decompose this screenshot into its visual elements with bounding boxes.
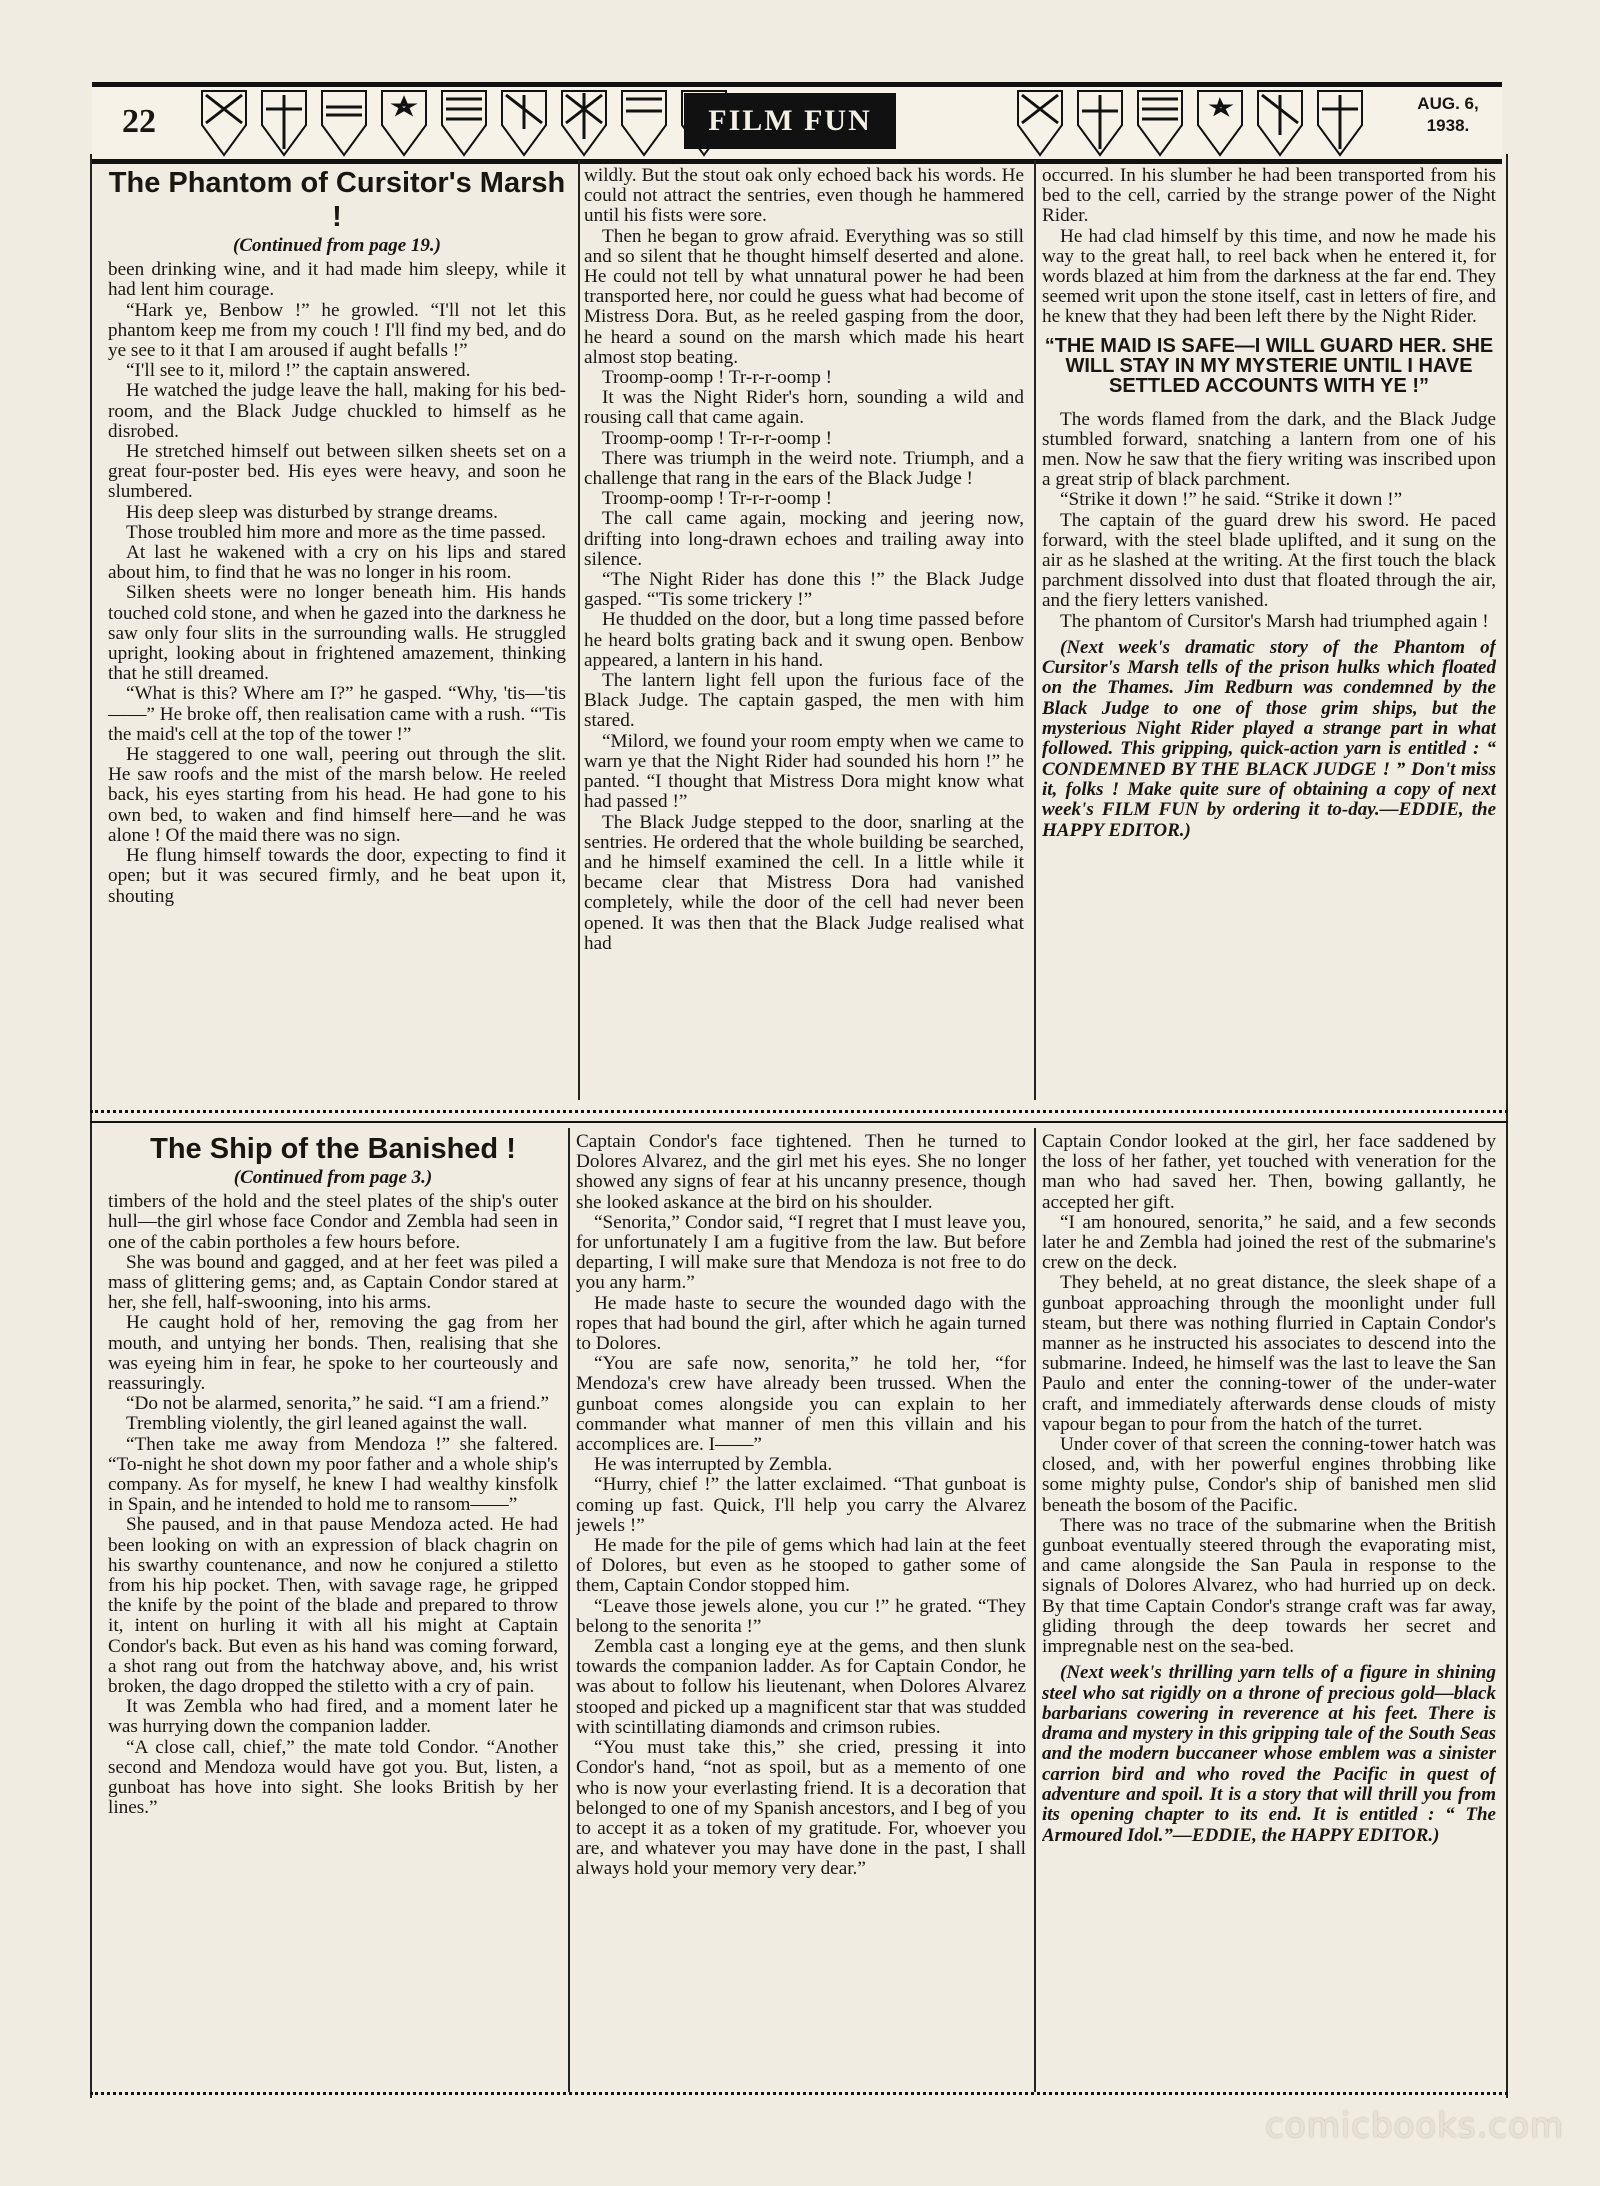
paragraph: timbers of the hold and the steel plates of the ship's outer hull—the girl whose face Condor and Zembla had seen in one of the cabin portholes a few hours before. — [108, 1191, 558, 1253]
issue-date-line2: 1938. — [1426, 116, 1470, 135]
bottom-border — [90, 2092, 1508, 2101]
paragraph: He thudded on the door, but a long time passed before he heard bolts grating back and it swung open. Benbow appeared, a lantern in his hand. — [584, 609, 1024, 671]
header-banner — [92, 82, 1502, 164]
paragraph: He caught hold of her, removing the gag from her mouth, and untying her bonds. Then, realising that she was eyeing him in fear, he spoke to her courteously and reassuringly. — [108, 1312, 558, 1395]
story-divider — [90, 1110, 1508, 1123]
paragraph: “You must take this,” she cried, pressing it into Condor's hand, “not as spoil, but as a memento of one who is now your everlasting friend. It is a decoration that belonged to one of my Spanish ancestors, and I beg of you to accept it as a token of my gratitude. For, whoever you are, and whatever you may have done in the past, I shall always hold your memory very dear.” — [576, 1737, 1026, 1880]
paragraph: Under cover of that screen the conning-tower hatch was closed, and, with her powerful engines throbbing like some mighty pulse, Condor's ship of banished men slid beneath the bosom of the Pacific. — [1042, 1434, 1496, 1516]
story1-title: The Phantom of Cursitor's Marsh ! — [108, 167, 566, 233]
story1-continued: (Continued from page 19.) — [233, 235, 441, 256]
paragraph: She paused, and in that pause Mendoza acted. He had been looking on with an expression of black chagrin on his swarthy countenance, and now he conjured a stiletto from his hip pocket. Then, with savage rage, he gripped the knife by the point of the blade and prepared to throw it, intent on hurling it with all his might at Captain Condor's back. But even as his hand was coming forward, a shot rang out from the hatchway above, and, his wrist broken, the dago dropped the stiletto with a cry of pain. — [108, 1514, 558, 1698]
paragraph: Captain Condor's face tightened. Then he turned to Dolores Alvarez, and the girl met his eyes. She no longer showed any signs of fear at his uncanny presence, though she looked askance at the bird on his shoulder. — [576, 1132, 1026, 1213]
paragraph: He had clad himself by this time, and now he made his way to the great hall, to reel back when he entered it, for words blazed at him from the darkness at the far end. They seemed writ upon the stone itself, cast in letters of fire, and he knew that they had been left there by the Night Rider. — [1042, 225, 1496, 328]
paragraph: The phantom of Cursitor's Marsh had triumphed again ! — [1060, 610, 1489, 632]
paragraph: He staggered to one wall, peering out through the slit. He saw roofs and the mist of the marsh below. He reeled back, his eyes starting from his head. He had gone to his own bed, to waken and find himself here—and he was alone ! Of the maid there was no sign. — [108, 744, 566, 846]
paragraph: The words flamed from the dark, and the Black Judge stumbled forward, snatching a lantern from one of his men. Now he saw that the fiery writing was inscribed upon a great strip of black parchment. — [1042, 408, 1496, 491]
paragraph: He made haste to secure the wounded dago with the ropes that had bound the girl, after which he again turned to Dolores. — [576, 1292, 1026, 1355]
column-rule — [1034, 160, 1036, 1100]
paragraph: been drinking wine, and it had made him sleepy, while it had lent him courage. — [108, 259, 566, 301]
paragraph: They beheld, at no great distance, the sleek shape of a gunboat approaching through the moonlight under full steam, but there was nothing flurried in Captain Condor's manner as he instructed his associates to descend into the submarine. Indeed, he himself was the last to leave the San Paulo and enter the conning-tower of the under-water craft, and immediately afterwards dense clouds of misty vapour began to pour from the hatch of the turret. — [1042, 1272, 1496, 1435]
paragraph: occurred. In his slumber he had been transported from his bed to the cell, carried by the strange power of the Night Rider. — [1042, 166, 1496, 227]
story1-column-2 — [584, 166, 1024, 1102]
paragraph: “Leave those jewels alone, you cur !” he grated. “They belong to the senorita !” — [576, 1595, 1026, 1637]
page-number: 22 — [122, 103, 156, 140]
story2-column-2 — [576, 1132, 1026, 2090]
paragraph: It was Zembla who had fired, and a moment later he was hurrying down the companion ladder. — [108, 1696, 558, 1738]
story2-column-3 — [1042, 1132, 1496, 2090]
issue-date — [1400, 93, 1496, 137]
paragraph: wildly. But the stout oak only echoed back his words. He could not attract the sentries, even though he hammered until his fists were sore. — [584, 166, 1024, 227]
paragraph: At last he wakened with a cry on his lips and stared about him, to find that he was no longer in his room. — [108, 542, 566, 584]
paragraph: “Hurry, chief !” the latter exclaimed. “That gunboat is coming up fast. Quick, I'll help you carry the Alvarez jewels !” — [576, 1474, 1026, 1536]
paragraph: “I am honoured, senorita,” he said, and a few seconds later he and Zembla had joined the rest of the submarine's crew on the deck. — [1042, 1211, 1496, 1274]
paragraph: “Strike it down !” he said. “Strike it down !” — [1060, 489, 1403, 511]
next-week-note: (Next week's thrilling yarn tells of a figure in shining steel who sat rigidly on a throne of precious gold—black barbarians cowering in reverence at his feet. There is drama and mystery in this gripping tale of the South Seas and the modern buccaneer whose emblem was a sinister carrion bird and who roved the Pacific in quest of adventure and spoil. It is a story that will thrill you from its opening chapter to its end. It is entitled : “ The Armoured Idol.”—EDDIE, the HAPPY EDITOR.) — [1042, 1662, 1496, 1846]
paragraph: Then he began to grow afraid. Everything was so still and so silent that he thought himself deserted and alone. He could not tell by what unnatural power he had been transported here, nor could he guess what had become of Mistress Dora. But, as he reeled gasping from the door, he heard a sound on the marsh which made his heart almost stop beating. — [584, 225, 1024, 368]
paragraph: “Do not be alarmed, senorita,” he said. “I am a friend.” — [126, 1393, 550, 1415]
paragraph: “Milord, we found your room empty when we came to warn ye that the Night Rider had sounded his horn !” he panted. “I thought that Mistress Dora might know what had passed !” — [584, 730, 1024, 813]
story1-column-3 — [1042, 166, 1496, 1102]
paragraph: “Senorita,” Condor said, “I regret that I must leave you, for unfortunately I am a fugitive from the law. But before departing, I will make sure that Mendoza is not free to do you any harm.” — [576, 1211, 1026, 1294]
paragraph: Those troubled him more and more as the time passed. — [126, 521, 546, 543]
paragraph: Silken sheets were no longer beneath him. His hands touched cold stone, and when he gazed into the darkness he saw only four slits in the surrounding walls. He struggled upright, looking about in frightened amazement, thinking that he still dreamed. — [108, 582, 566, 685]
paragraph: There was triumph in the weird note. Triumph, and a challenge that rang in the ears of the Black Judge ! — [584, 447, 1024, 490]
paragraph: He made for the pile of gems which had lain at the feet of Dolores, but even as he stooped to gather some of them, Captain Condor stopped him. — [576, 1535, 1026, 1597]
paragraph: The call came again, mocking and jeering now, drifting into long-drawn echoes and trailing away into silence. — [584, 508, 1024, 570]
paragraph: The Black Judge stepped to the door, snarling at the sentries. He ordered that the whole building be searched, and he himself examined the cell. In a little while it became clear that Mistress Dora had vanished completely, while the door of the cell had never been opened. It was then that the Black Judge realised what had — [584, 811, 1024, 954]
paragraph: “A close call, chief,” the mate told Condor. “Another second and Mendoza would have got you. But, listen, a gunboat has hove into sight. She looks British by her lines.” — [108, 1736, 558, 1819]
paragraph: The lantern light fell upon the furious face of the Black Judge. The captain gasped, the men with him stared. — [584, 670, 1024, 732]
paragraph: He flung himself towards the door, expecting to find it open; but it was secured firmly, and he beat upon it, shouting — [108, 845, 566, 907]
next-week-note: (Next week's dramatic story of the Phantom of Cursitor's Marsh tells of the prison hulks which floated on the Thames. Jim Redburn was condemned by the Black Judge to one of those grim ships, but the mysterious Night Rider played a strange part in what followed. This gripping, quick-action yarn is entitled : “ CONDEMNED BY THE BLACK JUDGE ! ” Don't miss it, folks ! Make quite sure of obtaining a copy of next week's FILM FUN by ordering it to-day.—EDDIE, the HAPPY EDITOR.) — [1042, 636, 1496, 841]
site-watermark: comicbooks.com — [1265, 2106, 1564, 2146]
paragraph: His deep sleep was disturbed by strange dreams. — [126, 501, 498, 523]
magazine-title: FILM FUN — [684, 93, 896, 149]
paragraph: “Hark ye, Benbow !” he growled. “I'll not let this phantom keep me from my couch ! I'll find my bed, and do ye see to it that I am aroused if aught befalls !” — [108, 299, 566, 362]
paragraph: Troomp-oomp ! Tr-r-r-oomp ! — [602, 367, 832, 389]
paragraph: He stretched himself out between silken sheets set on a great four-poster bed. His eyes were heavy, and soon he slumbered. — [108, 441, 566, 503]
paragraph: “Then take me away from Mendoza !” she faltered. “To-night he shot down my poor father and a whole ship's company. As for myself, he knew I had wealthy kinsfolk in Spain, and he intended to hold me to ransom——” — [108, 1433, 558, 1516]
paragraph: The captain of the guard drew his sword. He paced forward, with the steel blade uplifted, and it sung on the air as he slashed at the writing. At the first touch the black parchment dissolved into dust that floated through the air, and the fiery letters vanished. — [1042, 509, 1496, 612]
story2-column-1 — [108, 1132, 558, 2090]
paragraph: He watched the judge leave the hall, making for his bed-room, and the Black Judge chuckled to himself as he disrobed. — [108, 380, 566, 442]
paragraph: She was bound and gagged, and at her feet was piled a mass of glittering gems; and, as Captain Condor stared at her, she fell, half-swooning, into his arms. — [108, 1251, 558, 1314]
column-rule — [578, 160, 580, 1100]
paragraph: He was interrupted by Zembla. — [594, 1454, 833, 1476]
paragraph: Zembla cast a longing eye at the gems, and then slunk towards the companion ladder. As for Captain Condor, he was about to follow his lieutenant, when Dolores Alvarez stooped and picked up a magnificent star that was studded with scintillating diamonds and crimson rubies. — [576, 1636, 1026, 1738]
paragraph: There was no trace of the submarine when the British gunboat eventually steered through the evaporating mist, and came alongside the San Paula in response to the signals of Dolores Alvarez, who had hurried up on deck. By that time Captain Condor's strange craft was far away, gliding through the deep towards her secret and impregnable nest on the sea-bed. — [1042, 1514, 1496, 1658]
column-rule — [568, 1128, 570, 2092]
left-frame-rule — [90, 154, 92, 2098]
story2-title: The Ship of the Banished ! — [150, 1133, 516, 1165]
paragraph: “The Night Rider has done this !” the Black Judge gasped. “'Tis some trickery !” — [584, 569, 1024, 611]
story1-column-1 — [108, 166, 566, 1102]
paragraph: “I'll see to it, milord !” the captain answered. — [126, 360, 471, 382]
right-frame-rule — [1506, 154, 1508, 2098]
issue-date-line1: AUG. 6, — [1417, 94, 1479, 113]
column-rule — [1034, 1128, 1036, 2092]
paragraph: “What is this? Where am I?” he gasped. “Why, 'tis—'tis——” He broke off, then realisation came with a rush. “'Tis the maid's cell at the top of the tower !” — [108, 683, 566, 745]
story2-continued: (Continued from page 3.) — [233, 1167, 433, 1188]
paragraph: Troomp-oomp ! Tr-r-r-oomp ! — [602, 488, 832, 510]
paragraph: Trembling violently, the girl leaned against the wall. — [126, 1413, 528, 1435]
paragraph: It was the Night Rider's horn, sounding a wild and rousing call that came again. — [584, 387, 1024, 429]
paragraph: Captain Condor looked at the girl, her face saddened by the loss of her father, yet touched with veneration for the man who had saved her. Then, bowing gallantly, he accepted her gift. — [1042, 1132, 1496, 1213]
paragraph: Troomp-oomp ! Tr-r-r-oomp ! — [602, 427, 832, 449]
paragraph: “You are safe now, senorita,” he told her, “for Mendoza's crew have already been trussed. When the gunboat comes alongside you can explain to her commander what manner of men this villain and his accomplices are. I——” — [576, 1353, 1026, 1456]
fiery-notice: “THE MAID IS SAFE—I WILL GUARD HER. SHE WILL STAY IN MY MYSTERIE UNTIL I HAVE SETTLED ACCOUNTS WITH YE !” — [1044, 334, 1494, 397]
